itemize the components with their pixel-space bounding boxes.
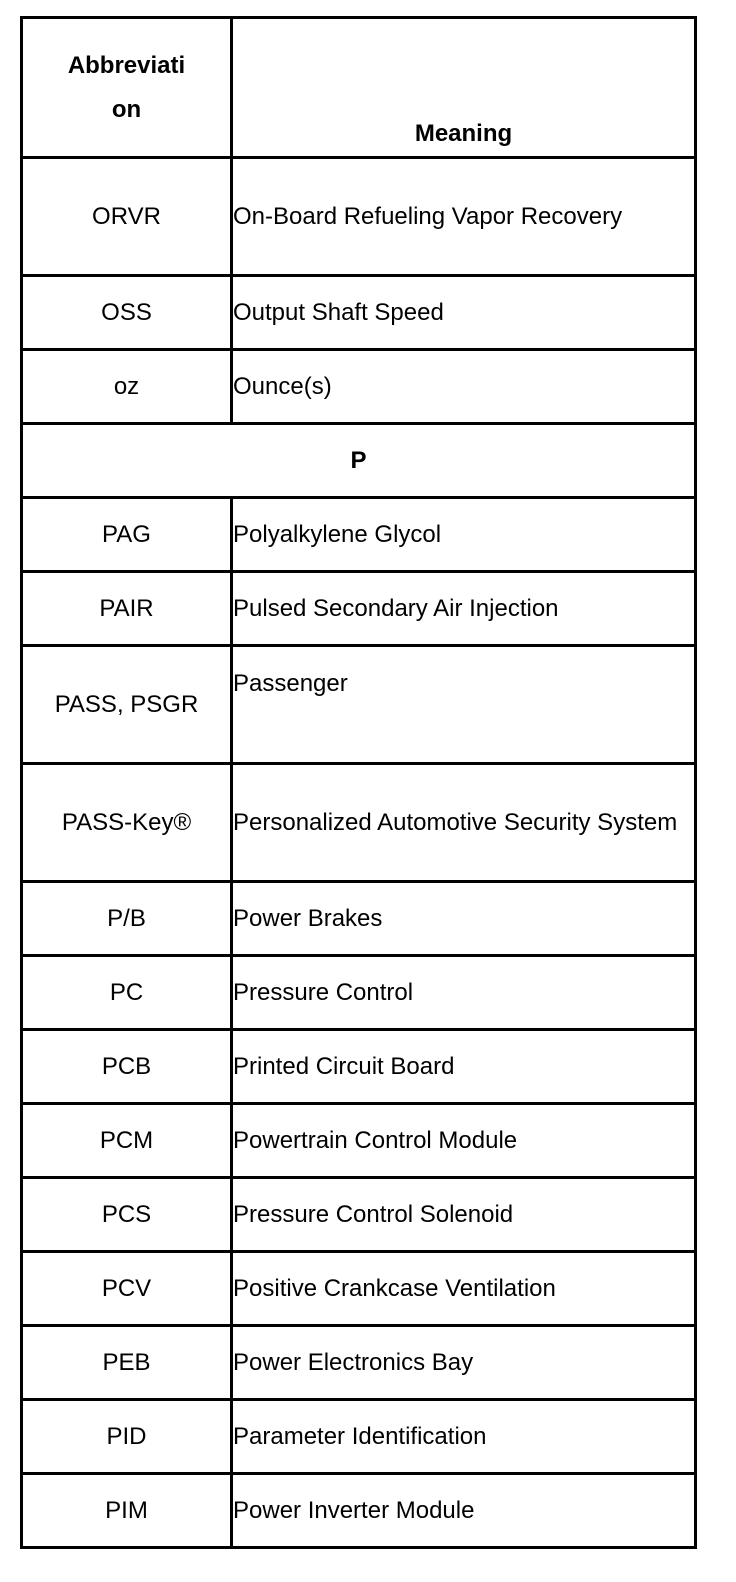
- abbreviation-cell: PIM: [22, 1474, 232, 1548]
- table-row: [22, 646, 696, 764]
- meaning-cell: Passenger: [232, 646, 696, 764]
- abbreviation-cell: PCS: [22, 1178, 232, 1252]
- table-row: [22, 350, 696, 424]
- meaning-cell: Output Shaft Speed: [232, 276, 696, 350]
- meaning-cell: Powertrain Control Module: [232, 1104, 696, 1178]
- section-letter: P: [22, 424, 696, 498]
- table-row: [22, 1252, 696, 1326]
- meaning-cell: Pulsed Secondary Air Injection: [232, 572, 696, 646]
- table-row: [22, 882, 696, 956]
- abbreviation-cell: OSS: [22, 276, 232, 350]
- abbreviation-column-header: [22, 18, 232, 158]
- meaning-cell: Positive Crankcase Ventilation: [232, 1252, 696, 1326]
- table-row: [22, 158, 696, 276]
- table-header-row: [22, 18, 696, 158]
- table-row: [22, 1326, 696, 1400]
- abbreviation-cell: PCB: [22, 1030, 232, 1104]
- table-row: [22, 498, 696, 572]
- meaning-cell: Pressure Control: [232, 956, 696, 1030]
- table-row: [22, 1104, 696, 1178]
- table-row: [22, 764, 696, 882]
- abbreviation-cell: PAG: [22, 498, 232, 572]
- abbreviation-table: [20, 16, 697, 1549]
- abbreviation-cell: PASS, PSGR: [22, 646, 232, 764]
- meaning-cell: Ounce(s): [232, 350, 696, 424]
- table-row: [22, 276, 696, 350]
- table-row: [22, 1178, 696, 1252]
- meaning-cell: Polyalkylene Glycol: [232, 498, 696, 572]
- table-row: [22, 956, 696, 1030]
- meaning-column-header: Meaning: [232, 18, 696, 158]
- table-row: [22, 1030, 696, 1104]
- abbreviation-cell: PCV: [22, 1252, 232, 1326]
- abbreviation-cell: oz: [22, 350, 232, 424]
- meaning-cell: Power Electronics Bay: [232, 1326, 696, 1400]
- meaning-cell: Printed Circuit Board: [232, 1030, 696, 1104]
- table-row: [22, 572, 696, 646]
- abbreviation-cell: PID: [22, 1400, 232, 1474]
- abbreviation-header-line1: Abbreviati: [67, 51, 186, 79]
- abbreviation-cell: ORVR: [22, 158, 232, 276]
- abbreviation-cell: P/B: [22, 882, 232, 956]
- meaning-cell: On-Board Refueling Vapor Recovery: [232, 158, 696, 276]
- meaning-cell: Power Inverter Module: [232, 1474, 696, 1548]
- meaning-cell: Pressure Control Solenoid: [232, 1178, 696, 1252]
- table-row: [22, 1474, 696, 1548]
- meaning-cell: Power Brakes: [232, 882, 696, 956]
- meaning-cell: Personalized Automotive Security System: [232, 764, 696, 882]
- abbreviation-cell: PEB: [22, 1326, 232, 1400]
- abbreviation-cell: PASS-Key®: [22, 764, 232, 882]
- table-row: [22, 1400, 696, 1474]
- abbreviation-cell: PCM: [22, 1104, 232, 1178]
- abbreviation-header-line2: on: [111, 95, 142, 123]
- section-row: [22, 424, 696, 498]
- abbreviation-cell: PAIR: [22, 572, 232, 646]
- abbreviation-cell: PC: [22, 956, 232, 1030]
- meaning-cell: Parameter Identification: [232, 1400, 696, 1474]
